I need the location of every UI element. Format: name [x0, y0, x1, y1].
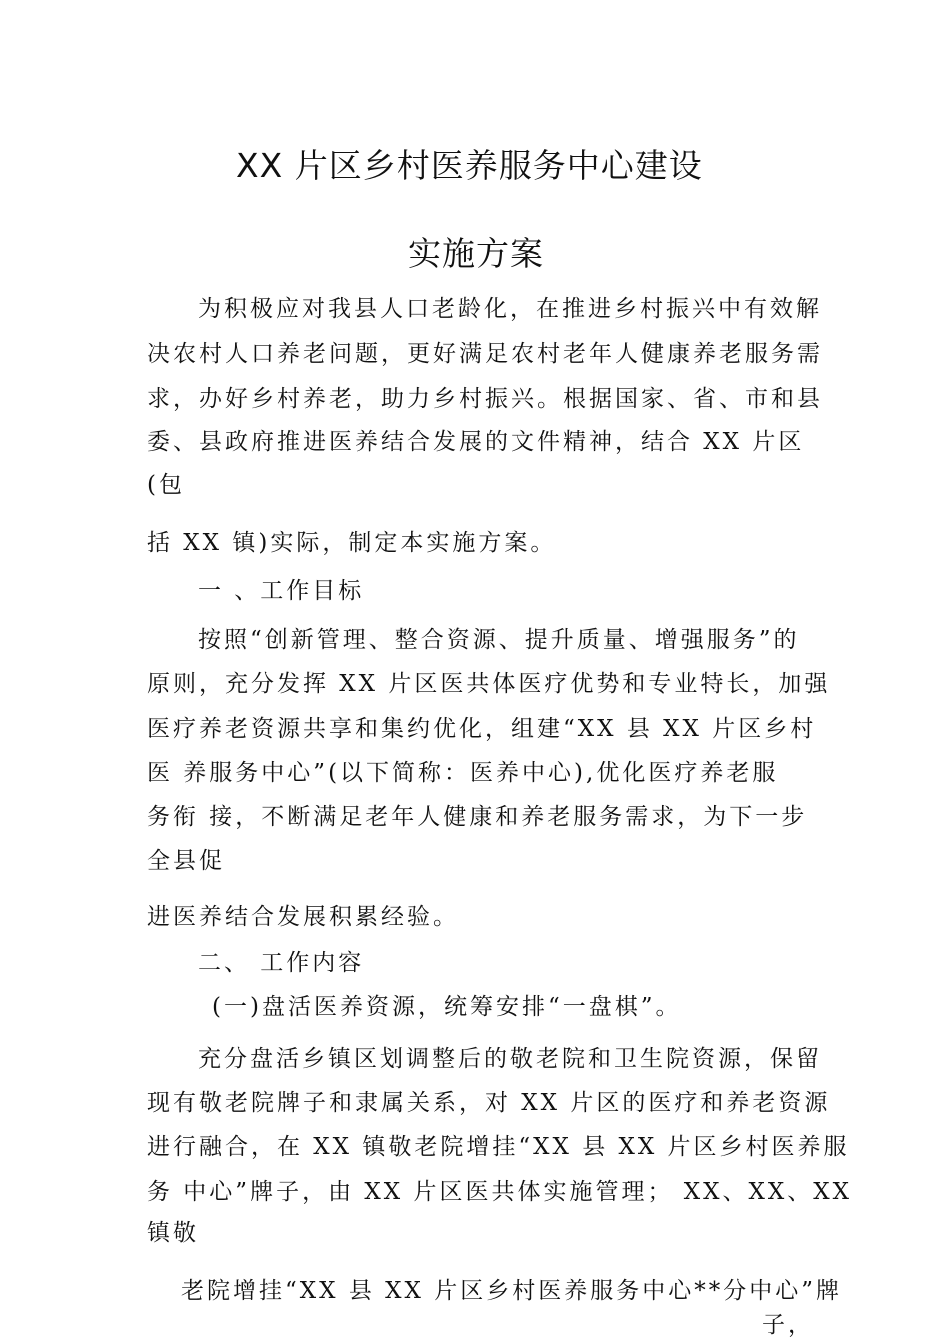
body-line: 医 养服务中心”(以下简称：医养中心),优化医疗养老服	[147, 760, 779, 786]
body-line: 老院增挂“XX 县 XX 片区乡村医养服务中心**分中心”牌	[181, 1278, 842, 1304]
body-line: 充分盘活乡镇区划调整后的敬老院和卫生院资源，保留	[198, 1046, 822, 1072]
body-line: 决农村人口养老问题，更好满足农村老年人健康养老服务需	[147, 341, 823, 367]
body-line: 子，	[762, 1312, 814, 1338]
body-line: 原则，充分发挥 XX 片区医共体医疗优势和专业特长，加强	[147, 671, 831, 697]
body-line: 为积极应对我县人口老龄化，在推进乡村振兴中有效解	[198, 296, 822, 322]
document-title-line-2: 实施方案	[408, 234, 544, 273]
body-line: 镇敬	[147, 1220, 199, 1246]
document-title-line-1: XX 片区乡村医养服务中心建设	[236, 146, 703, 185]
body-line: 全县促	[147, 848, 225, 874]
body-line: 委、县政府推进医养结合发展的文件精神，结合 XX 片区	[147, 429, 805, 455]
section-heading-2: 二、 工作内容	[198, 950, 365, 976]
body-line: 医疗养老资源共享和集约优化，组建“XX 县 XX 片区乡村	[147, 716, 817, 742]
body-line: 务 中心”牌子，由 XX 片区医共体实施管理； XX、XX、XX	[147, 1179, 852, 1205]
subsection-heading-1: (一)盘活医养资源，统筹安排“一盘棋”。	[212, 994, 682, 1020]
body-line: 现有敬老院牌子和隶属关系，对 XX 片区的医疗和养老资源	[147, 1090, 831, 1116]
body-line: (包	[147, 472, 185, 498]
body-line: 按照“创新管理、整合资源、提升质量、增强服务”的	[198, 627, 800, 653]
body-line: 进医养结合发展积累经验。	[147, 904, 459, 930]
body-line: 务衔 接，不断满足老年人健康和养老服务需求，为下一步	[147, 804, 808, 830]
body-line: 求，办好乡村养老，助力乡村振兴。根据国家、省、市和县	[147, 386, 823, 412]
body-line: 括 XX 镇)实际，制定本实施方案。	[147, 530, 557, 556]
section-heading-1: 一 、工作目标	[198, 578, 365, 604]
body-line: 进行融合，在 XX 镇敬老院增挂“XX 县 XX 片区乡村医养服	[147, 1134, 850, 1160]
